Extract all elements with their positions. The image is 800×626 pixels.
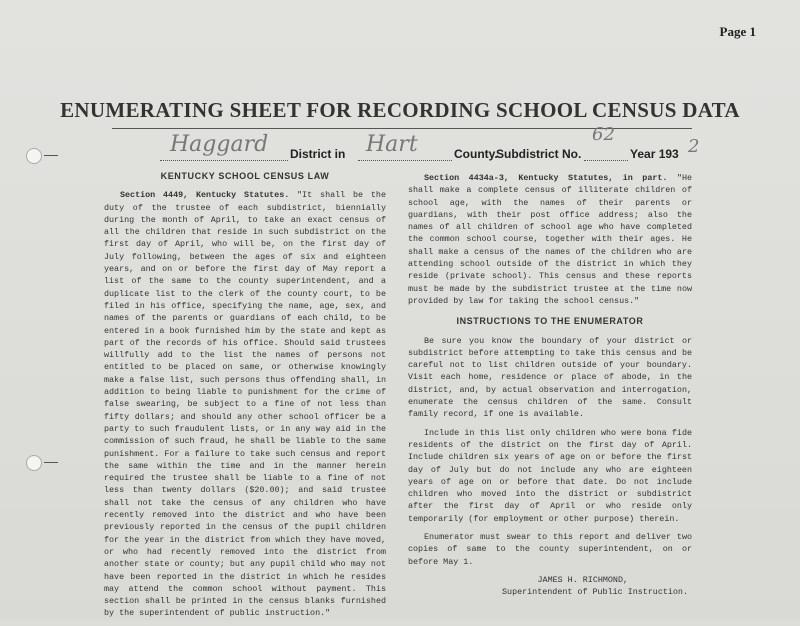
census-law-column <box>104 170 386 626</box>
district-label: District in <box>290 147 346 161</box>
section-4449-label: Section 4449, Kentucky Statutes. <box>120 190 290 201</box>
district-underline <box>160 160 288 161</box>
year-handwritten: 2 <box>688 136 700 157</box>
instruction-paragraph: Include in this list only children who were bona fide residents of the district on the first day of April. Include children six years of age on or before the first day of July but do not include any who are eighteen years of age on or before that date. Do not include children who moved into the district or subdistrict after the first day of April or who reside only temporarily (for employment or other purpose) therein. <box>408 427 692 524</box>
page-number: Page 1 <box>719 24 756 39</box>
subdistrict-handwritten: 62 <box>592 124 615 145</box>
instructions-heading: INSTRUCTIONS TO THE ENUMERATOR <box>456 316 644 327</box>
instruction-paragraph: Enumerator must swear to this report and deliver two copies of same to the county superintendent, on or before May 1. <box>408 532 692 567</box>
subdistrict-label: Subdistrict No. <box>496 147 582 161</box>
section-4434-text: "He shall make a complete census of illiterate children of school age, with the names of their parents or guardians, with their post office address; also the names of all children of school age who have completed the common school course, together with their ages. He shall make a census of the names of the children who are attending school outside of the district in which they reside (private school). This census and these reports must be made by the subdistrict trustee at the time now provided by law for taking the school census." <box>408 173 692 306</box>
signature-title: Superintendent of Public Instruction. <box>502 586 688 597</box>
county-underline <box>358 160 452 161</box>
binder-hole-bottom <box>26 455 42 471</box>
signature-name: JAMES H. RICHMOND, <box>537 574 628 585</box>
section-4434-paragraph <box>408 172 692 307</box>
year-label: Year 193 <box>630 147 679 161</box>
section-4449-text: "It shall be the duty of the trustee of each subdistrict, biennially during the month of April, to take an exact census of all the children that reside in such subdistrict on the first day of April, who will be, on the first day of July following, between the ages of six and eighteen years, and on or before the first day of May report a list of the same to the county superintendent, and a duplicate list to the clerk of the county court, to be filed in his office, specifying the name, age, sex, and names of the parents or guardians of each child, to be entered in a book furnished him by the state and kept as part of the records of his office. Should said trustees willfully add to the list the names of persons not entitled to be placed on same, or otherwise knowingly make a false list, such persons thus offending shall, in addition to being liable to punishment for the crime of false swearing, be subject to a fine of not less than fifty dollars; and should any other school officer be a party to such fraudulent lists, or in any way aid in the commission of such fraud, he shall be liable to the same punishment. For a failure to take such census and report the same within the time and in the manner herein required the trustee shall be liable to a fine of not less than twenty dollars ($20.00); and said trustee shall not take the census of any children who have recently removed into the district and who have been previously reported in the census of the pupil children for the year in the district from which they have moved, or who had recently removed into the district from another state or county; but any pupil child who may not have been reported in the district in which he resides may attend the common school without payment. This section shall be printed in the census blanks furnished by the superintendent of public instruction." <box>104 190 386 619</box>
signature-block <box>408 574 692 598</box>
county-handwritten: Hart <box>366 132 418 157</box>
binder-hole-top-tick <box>44 155 58 156</box>
subdistrict-underline <box>584 160 628 161</box>
instructions-column <box>408 172 692 598</box>
section-4434-label: Section 4434a-3, Kentucky Statutes, in part. <box>424 173 668 183</box>
district-handwritten: Haggard <box>170 132 269 157</box>
binder-hole-bottom-tick <box>44 462 58 463</box>
document-title: ENUMERATING SHEET FOR RECORDING SCHOOL CENSUS DATA <box>60 98 740 122</box>
binder-hole-top <box>26 148 42 164</box>
county-label: County. <box>454 147 498 161</box>
district-line <box>160 124 720 166</box>
instruction-paragraph: Be sure you know the boundary of your district or subdistrict before attempting to take this census and be careful not to list children outside of your boundary. Visit each home, residence or place of abode, in the district, and, by actual observation and interrogation, enumerate the census children of the same. Consult family record, if one is available. <box>408 335 692 420</box>
census-law-heading: KENTUCKY SCHOOL CENSUS LAW <box>160 171 330 181</box>
census-law-paragraph <box>104 189 386 619</box>
